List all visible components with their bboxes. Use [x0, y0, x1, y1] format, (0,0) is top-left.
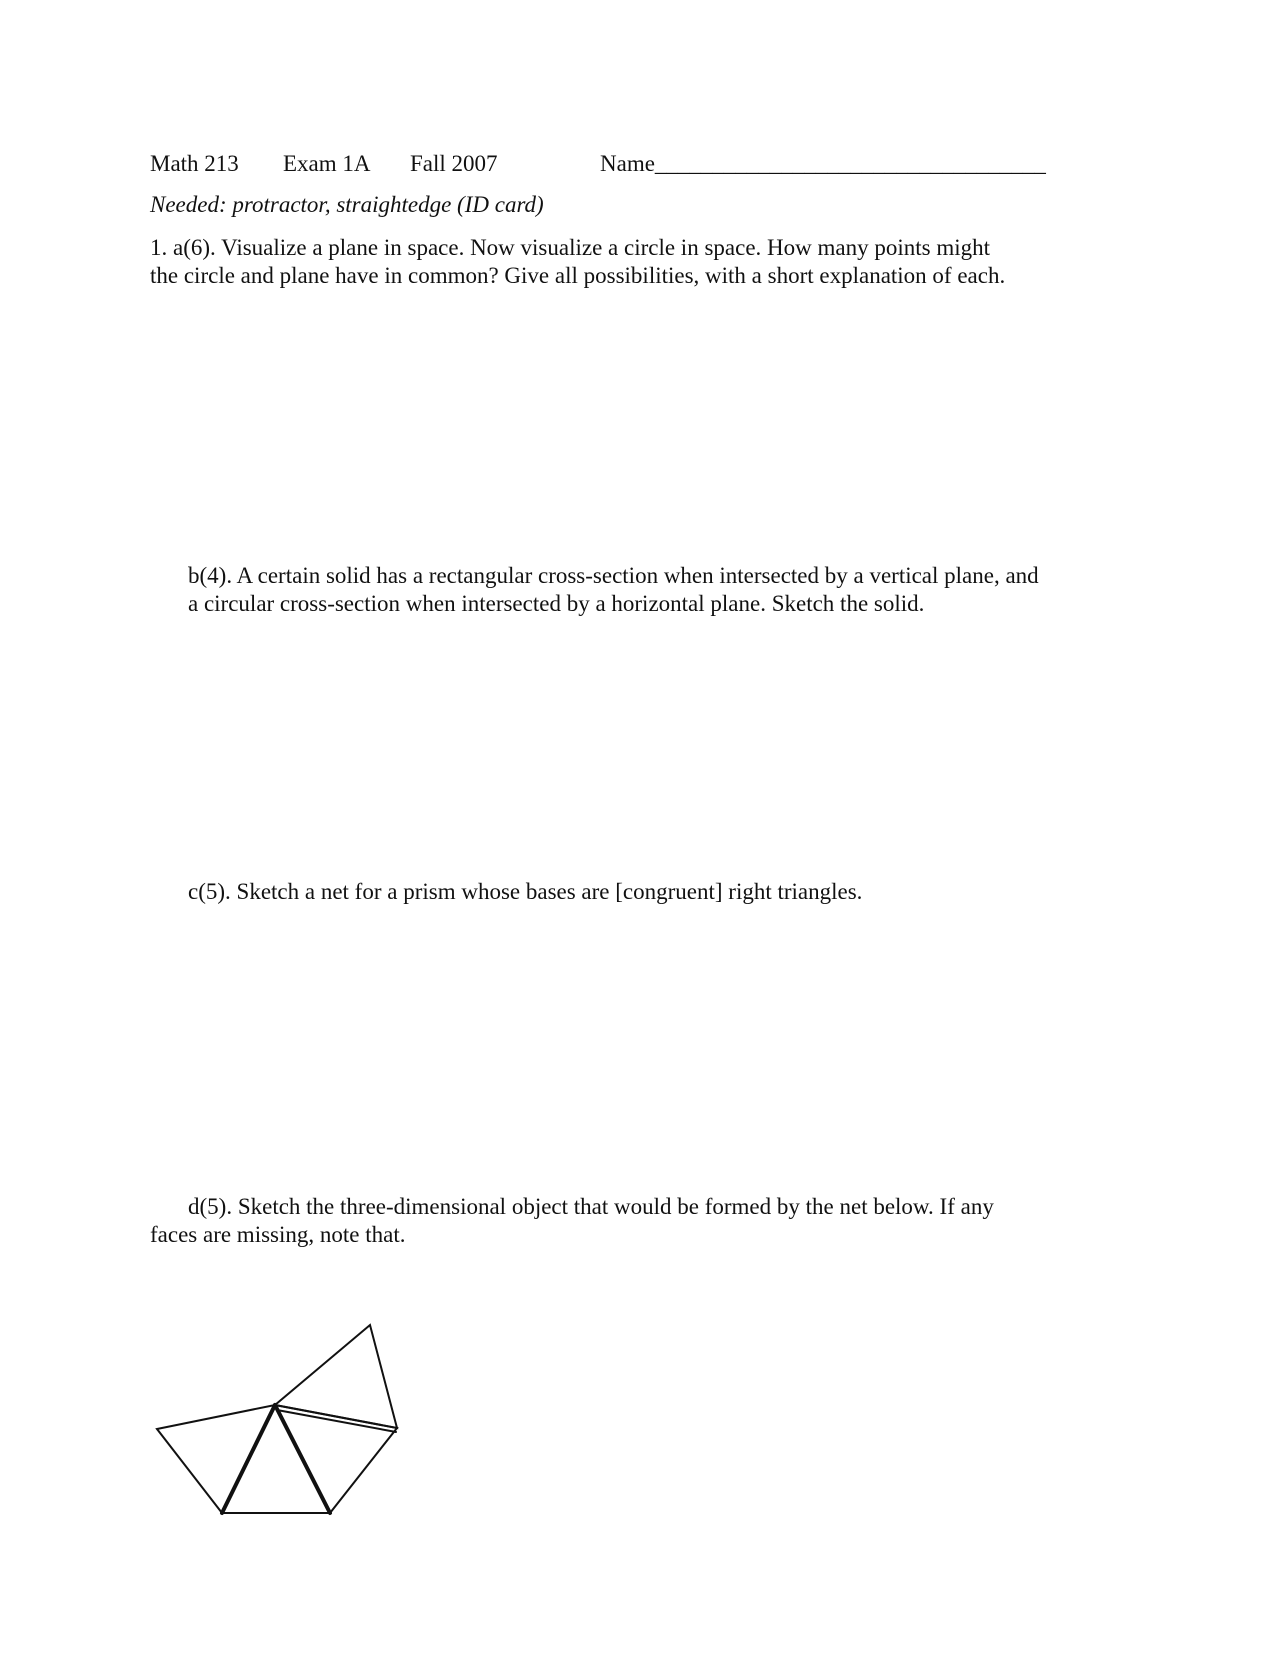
q1b-line-2: a circular cross-section when intersected by a horizontal plane. Sketch the solid.: [188, 591, 925, 616]
q1a-line-1: 1. a(6). Visualize a plane in space. Now visualize a circle in space. How many points might: [150, 235, 990, 260]
net-face-right: [275, 1405, 397, 1513]
q1d-line-1: d(5). Sketch the three-dimensional object that would be formed by the net below. If any: [188, 1194, 994, 1219]
needed-line: Needed: protractor, straightedge (ID card): [150, 192, 544, 217]
net-face-center: [222, 1405, 330, 1513]
name-blank: __________________________________: [654, 151, 1046, 176]
net-edge-bold-1: [222, 1405, 275, 1513]
net-face-left: [157, 1405, 275, 1513]
exam-label: Exam 1A: [283, 151, 371, 176]
name-label: Name: [600, 151, 655, 176]
q1d-line-2: faces are missing, note that.: [150, 1222, 406, 1247]
net-edge-bold-2: [275, 1405, 330, 1513]
q1b-line-1: b(4). A certain solid has a rectangular cross-section when intersected by a vertical plane, and: [188, 563, 1039, 588]
q1a-line-2: the circle and plane have in common? Give all possibilities, with a short explanation of each.: [150, 263, 1006, 288]
net-edge-double: [277, 1410, 396, 1432]
q1c-line-1: c(5). Sketch a net for a prism whose bases are [congruent] right triangles.: [188, 879, 863, 904]
net-face-top: [275, 1325, 397, 1428]
term-label: Fall 2007: [410, 151, 498, 176]
course-label: Math 213: [150, 151, 239, 176]
name-field[interactable]: [600, 150, 1046, 178]
